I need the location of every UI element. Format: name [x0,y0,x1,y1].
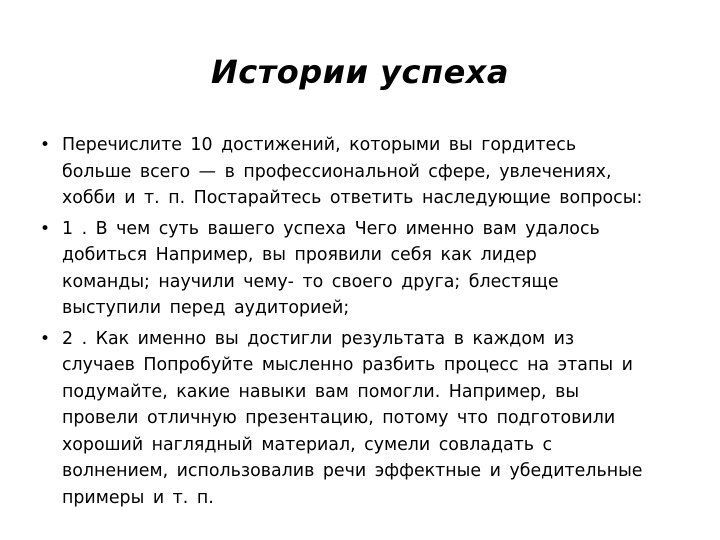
bullet-line: Перечислите 10 достижений, которыми вы гордитесь [62,135,577,155]
bullet-line: случаев Попробуйте мысленно разбить процесс на этапы и [62,355,633,375]
bullet-line: 2 . Как именно вы достигли результата в каждом из [62,328,575,349]
bullet-line: выступили перед аудиторией; [62,298,350,318]
bullet-line: команды; научили чему- то своего друга; блестяще [62,271,559,292]
bullet-list [38,132,686,515]
bullet-marker: • [40,328,51,349]
bullet-line: хороший наглядный материал, сумели совладать с [62,434,553,455]
bullet-line: провели отличную презентацию, потому что подготовили [62,408,616,428]
bullet-line: больше всего — в профессиональной сфере, увлечениях, [62,161,612,182]
bullet-item-3 [38,326,686,512]
bullet-line: хобби и т. п. Постарайтесь ответить наследующие вопросы: [62,188,643,208]
bullet-line: 1 . В чем суть вашего успеха Чего именно вам удалось [62,218,600,239]
bullet-item-1 [38,132,686,212]
bullet-line: примеры и т. п. [62,487,214,508]
bullet-marker: • [40,135,51,155]
bullet-line: подумайте, какие навыки вам помогли. Например, вы [62,381,580,402]
slide-title: Истории успеха [210,53,510,91]
bullet-item-2 [38,216,686,322]
bullet-line: добиться Например, вы проявили себя как лидер [62,245,537,265]
bullet-line: волнением, использовалив речи эффектные и убедительные [62,461,643,481]
bullet-marker: • [40,218,51,239]
